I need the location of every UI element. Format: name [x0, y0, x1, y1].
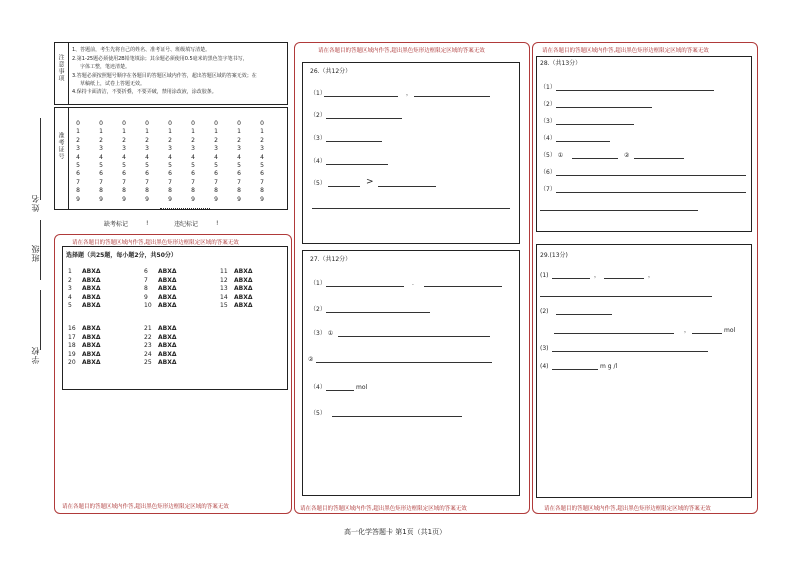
- choice-question-number: 4: [68, 293, 72, 301]
- choice-question-number: 22: [144, 333, 152, 341]
- exam-id-digit[interactable]: 7: [168, 178, 172, 186]
- choice-title: 选择题（共25题，每小题2分，共50分）: [66, 252, 177, 259]
- exam-id-digit[interactable]: 5: [76, 162, 80, 169]
- choice-warning-top: 请在各题目的答题区域内作答,超出黑色矩形边框限定区域的答案无效: [72, 240, 239, 246]
- exam-id-digit[interactable]: 9: [76, 195, 80, 203]
- exam-id-digit[interactable]: 1: [168, 128, 172, 136]
- q26-l1: （1）: [310, 90, 326, 97]
- exam-id-digit[interactable]: 9: [145, 195, 149, 203]
- exam-id-digit[interactable]: 3: [76, 145, 80, 153]
- exam-id-digit[interactable]: 8: [260, 187, 264, 195]
- choice-question-number: 11: [220, 268, 228, 275]
- notice-item-3b: 草稿纸上，试卷上答题无效。: [80, 81, 146, 87]
- q29-l2-blank-c[interactable]: [692, 333, 722, 334]
- exam-id-digit[interactable]: 2: [145, 136, 149, 144]
- right-warning-bottom: 请在各题目的答题区域内作答,超出黑色矩形边框限定区域的答案无效: [544, 506, 711, 512]
- notice-item-2: 2.第1-25题必须使用2B铅笔填涂；其余题必须使用0.5毫米的黑色签字笔书写，: [72, 56, 248, 62]
- exam-id-digit[interactable]: 0: [145, 120, 149, 127]
- exam-id-digit[interactable]: 9: [122, 195, 126, 203]
- q27-l2-blank[interactable]: [326, 312, 430, 313]
- exam-id-digit[interactable]: 7: [76, 178, 80, 186]
- q29-l2: (2): [540, 308, 549, 315]
- q27-l5: （5）: [310, 410, 326, 417]
- choice-options[interactable]: ABXΔ: [158, 268, 177, 275]
- exam-id-digit[interactable]: 3: [99, 145, 103, 153]
- q29-l4: (4): [540, 363, 549, 370]
- choice-question-number: 12: [220, 276, 228, 284]
- q26-l3: （3）: [310, 135, 326, 142]
- exam-id-digit[interactable]: 3: [168, 145, 172, 153]
- exam-id-digit[interactable]: 3: [122, 145, 126, 153]
- choice-options[interactable]: ABXΔ: [82, 268, 101, 275]
- choice-options[interactable]: ABXΔ: [158, 342, 177, 350]
- q27-l1-blank-b[interactable]: [424, 286, 502, 287]
- q29-title: 29.(13分): [540, 252, 568, 259]
- choice-question-number: 21: [144, 325, 152, 332]
- exam-id-digit[interactable]: 7: [99, 178, 103, 186]
- q29-l1-blank-b[interactable]: [604, 278, 644, 279]
- notice-label: 注意事项: [57, 54, 64, 82]
- choice-question-number: 1: [68, 268, 72, 275]
- name-label: 姓名: [31, 194, 40, 212]
- q26-title: 26.（共12分）: [310, 68, 352, 75]
- exam-id-digit[interactable]: 7: [260, 178, 264, 186]
- exam-id-digit[interactable]: 1: [214, 128, 218, 136]
- choice-question-number: 8: [144, 285, 148, 293]
- exam-id-digit[interactable]: 9: [237, 195, 241, 203]
- exam-id-digit[interactable]: 5: [122, 162, 126, 169]
- exam-id-digit[interactable]: 9: [214, 195, 218, 203]
- choice-question-number: 16: [68, 325, 76, 332]
- q27-l1: （1）: [310, 280, 326, 287]
- exam-id-digit[interactable]: 8: [214, 187, 218, 195]
- exam-id-digit[interactable]: 5: [260, 162, 264, 169]
- q29-l1: (1): [540, 272, 549, 279]
- exam-id-digit[interactable]: 5: [145, 162, 149, 169]
- q26-l4: （4）: [310, 158, 326, 165]
- exam-id-digit[interactable]: 5: [237, 162, 241, 169]
- exam-id-digit[interactable]: 4: [76, 153, 80, 161]
- violation-mark-box[interactable]: !: [216, 220, 219, 227]
- exam-id-digit[interactable]: 4: [145, 153, 149, 161]
- exam-id-digit[interactable]: 0: [214, 120, 218, 127]
- q29-l1-comma-b: ，: [648, 272, 655, 279]
- exam-id-digit[interactable]: 1: [191, 128, 195, 136]
- q29-l2-unit: mol: [724, 327, 736, 334]
- exam-id-digit[interactable]: 6: [237, 170, 241, 178]
- exam-id-digit[interactable]: 3: [260, 145, 264, 153]
- exam-id-digit[interactable]: 0: [99, 120, 103, 127]
- exam-id-digit[interactable]: 0: [168, 120, 172, 127]
- q28-l5-blank-a[interactable]: [572, 158, 618, 159]
- exam-id-digit[interactable]: 8: [99, 187, 103, 195]
- exam-id-digit[interactable]: 4: [260, 153, 264, 161]
- choice-question-number: 14: [220, 293, 228, 301]
- exam-id-digit[interactable]: 9: [168, 195, 172, 203]
- choice-question-number: 17: [68, 333, 76, 341]
- choice-question-number: 18: [68, 342, 76, 350]
- q29-l4-blank[interactable]: [552, 369, 598, 370]
- right-warning-top: 请在各题目的答题区域内作答,超出黑色矩形边框限定区域的答案无效: [542, 48, 709, 54]
- choice-options[interactable]: ABXΔ: [82, 293, 101, 301]
- q29-l4-unit: m g /l: [600, 363, 618, 370]
- exam-id-digit[interactable]: 3: [214, 145, 218, 153]
- exam-id-digit[interactable]: 7: [145, 178, 149, 186]
- q27-l3: （3） ①: [310, 330, 334, 337]
- choice-options[interactable]: ABXΔ: [234, 302, 253, 310]
- q29-l2-blank-a[interactable]: [556, 314, 612, 315]
- choice-options[interactable]: ABXΔ: [82, 285, 101, 293]
- q29-l2-blank-b[interactable]: [554, 333, 674, 334]
- notice-item-2b: 字体工整，笔迹清楚。: [80, 64, 131, 70]
- q26-l5-blank-a[interactable]: [328, 186, 360, 187]
- exam-id-digit[interactable]: 9: [260, 195, 264, 203]
- exam-id-digit[interactable]: 6: [168, 170, 172, 178]
- exam-id-digit[interactable]: 7: [237, 178, 241, 186]
- choice-options[interactable]: ABXΔ: [82, 333, 101, 341]
- q26-l5-gt: >: [366, 177, 374, 187]
- exam-id-digit[interactable]: 1: [145, 128, 149, 136]
- q27-l1-blank-a[interactable]: [326, 286, 404, 287]
- choice-question-number: 2: [68, 276, 72, 284]
- exam-id-digit[interactable]: 3: [191, 145, 195, 153]
- q27-title: 27.（共12分）: [310, 256, 352, 263]
- exam-id-digit[interactable]: 6: [191, 170, 195, 178]
- exam-id-label: 准考证号: [57, 132, 64, 160]
- exam-id-digit[interactable]: 3: [145, 145, 149, 153]
- q29-l1-comma-a: ，: [594, 272, 601, 279]
- q29-l2-comma: ，: [684, 327, 691, 334]
- q29-l1-blank-c[interactable]: [540, 296, 712, 297]
- notice-item-3: 3.答题必须按照题号顺序在各题目的答题区域内作答，超出答题区域的答案无效；在: [72, 73, 257, 79]
- class-label: 班级: [31, 244, 40, 262]
- exam-id-digit[interactable]: 8: [191, 187, 195, 195]
- q28-l5-blank-b[interactable]: [634, 158, 684, 159]
- q26-l2-blank[interactable]: [326, 118, 402, 119]
- name-line: [40, 118, 41, 200]
- exam-id-digit-grid: [68, 120, 288, 205]
- exam-id-digit[interactable]: 0: [191, 120, 195, 127]
- exam-id-bottom-line: [160, 208, 210, 209]
- q27-l3b-blank[interactable]: [316, 362, 492, 363]
- q29-l1-blank-a[interactable]: [552, 278, 590, 279]
- q28-l2: （2）: [540, 101, 556, 108]
- exam-id-digit[interactable]: 7: [191, 178, 195, 186]
- exam-id-digit[interactable]: 2: [122, 136, 126, 144]
- exam-id-digit[interactable]: 4: [122, 153, 126, 161]
- q29-l3: (3): [540, 345, 549, 352]
- choice-warning-bottom: 请在各题目的答题区域内作答,超出黑色矩形边框限定区域的答案无效: [62, 504, 229, 510]
- exam-id-digit[interactable]: 0: [122, 120, 126, 127]
- q28-l6: （6）: [540, 169, 556, 176]
- absent-mark-box[interactable]: !: [146, 220, 149, 227]
- q28-l2-blank[interactable]: [556, 107, 652, 108]
- exam-id-digit[interactable]: 4: [214, 153, 218, 161]
- exam-id-digit[interactable]: 9: [191, 195, 195, 203]
- choice-options[interactable]: ABXΔ: [82, 342, 101, 350]
- exam-id-digit[interactable]: 1: [99, 128, 103, 136]
- choice-question-number: 13: [220, 285, 228, 293]
- q28-box: [536, 56, 752, 232]
- exam-id-digit[interactable]: 2: [76, 136, 80, 144]
- exam-id-digit[interactable]: 7: [214, 178, 218, 186]
- exam-id-digit[interactable]: 2: [260, 136, 264, 144]
- notice-item-1: 1、答题前，考生先将自己的姓名、准考证号、班级填写清楚。: [72, 47, 211, 53]
- q26-l2: （2）: [310, 112, 326, 119]
- choice-options[interactable]: ABXΔ: [158, 359, 177, 367]
- exam-id-digit[interactable]: 8: [237, 187, 241, 195]
- violation-mark-label: 违纪标记: [174, 221, 199, 228]
- q27-l3-blank[interactable]: [338, 336, 490, 337]
- exam-id-digit[interactable]: 7: [122, 178, 126, 186]
- choice-options[interactable]: ABXΔ: [82, 276, 101, 284]
- choice-options[interactable]: ABXΔ: [158, 285, 177, 293]
- q28-l7-blank[interactable]: [556, 192, 746, 193]
- q28-l5b: ②: [624, 152, 630, 159]
- exam-id-digit[interactable]: 2: [237, 136, 241, 144]
- choice-options[interactable]: ABXΔ: [234, 285, 253, 293]
- q26-l4-blank[interactable]: [326, 164, 388, 165]
- choice-question-number: 3: [68, 285, 72, 293]
- exam-id-digit[interactable]: 0: [260, 120, 264, 127]
- q27-l4: （4）: [310, 384, 326, 391]
- absent-mark-label: 缺考标记: [104, 221, 129, 228]
- exam-id-digit[interactable]: 2: [214, 136, 218, 144]
- q27-l1-dot: .: [412, 280, 414, 287]
- choice-options[interactable]: ABXΔ: [158, 325, 177, 332]
- q27-l5-blank[interactable]: [332, 416, 462, 417]
- choice-options[interactable]: ABXΔ: [158, 276, 177, 284]
- exam-id-digit[interactable]: 5: [191, 162, 195, 169]
- choice-options[interactable]: ABXΔ: [158, 350, 177, 358]
- q28-l5: （5） ①: [540, 152, 564, 159]
- exam-id-digit[interactable]: 1: [76, 128, 80, 136]
- choice-options[interactable]: ABXΔ: [158, 302, 177, 310]
- q28-l3: （3）: [540, 118, 556, 125]
- q28-l7: （7）: [540, 186, 556, 193]
- q26-l1-blank-a[interactable]: [324, 96, 398, 97]
- q28-l6-blank[interactable]: [556, 175, 746, 176]
- exam-id-digit[interactable]: 6: [99, 170, 103, 178]
- choice-question-number: 5: [68, 302, 72, 310]
- choice-question-number: 7: [144, 276, 148, 284]
- exam-id-digit[interactable]: 4: [191, 153, 195, 161]
- choice-question-number: 23: [144, 342, 152, 350]
- exam-id-digit[interactable]: 5: [214, 162, 218, 169]
- q28-title: 28.（共13分）: [540, 60, 582, 67]
- exam-id-digit[interactable]: 2: [168, 136, 172, 144]
- school-label: 学校: [31, 346, 40, 364]
- q28-extra-line[interactable]: [540, 210, 698, 211]
- school-line: [40, 290, 41, 350]
- choice-options[interactable]: ABXΔ: [82, 325, 101, 332]
- q27-l3b: ②: [308, 356, 314, 363]
- choice-question-number: 10: [144, 302, 152, 310]
- exam-id-digit[interactable]: 9: [99, 195, 103, 203]
- q26-l1-comma: ，: [406, 90, 413, 97]
- exam-id-digit[interactable]: 6: [76, 170, 80, 178]
- q29-box: [536, 244, 752, 498]
- choice-options[interactable]: ABXΔ: [234, 268, 253, 275]
- exam-id-digit[interactable]: 1: [260, 128, 264, 136]
- exam-id-digit[interactable]: 4: [237, 153, 241, 161]
- q27-l4-blank[interactable]: [326, 390, 354, 391]
- page-footer: 高一化学答题卡 第1页（共1页）: [344, 528, 447, 536]
- q26-l5-blank-b[interactable]: [378, 186, 436, 187]
- choice-question-number: 9: [144, 293, 148, 301]
- q28-l1-blank[interactable]: [556, 90, 714, 91]
- exam-id-digit[interactable]: 3: [237, 145, 241, 153]
- exam-id-digit[interactable]: 1: [122, 128, 126, 136]
- exam-id-digit[interactable]: 6: [145, 170, 149, 178]
- exam-id-digit[interactable]: 5: [168, 162, 172, 169]
- choice-question-number: 19: [68, 350, 76, 358]
- exam-id-digit[interactable]: 2: [99, 136, 103, 144]
- exam-id-digit[interactable]: 8: [168, 187, 172, 195]
- exam-id-digit[interactable]: 1: [237, 128, 241, 136]
- choice-options[interactable]: ABXΔ: [158, 293, 177, 301]
- exam-id-digit[interactable]: 8: [76, 187, 80, 195]
- q26-l3-blank[interactable]: [326, 141, 382, 142]
- exam-id-digit[interactable]: 4: [99, 153, 103, 161]
- exam-id-digit[interactable]: 8: [145, 187, 149, 195]
- exam-id-digit[interactable]: 6: [214, 170, 218, 178]
- middle-warning-top: 请在各题目的答题区域内作答,超出黑色矩形边框限定区域的答案无效: [318, 48, 485, 54]
- exam-id-digit[interactable]: 6: [122, 170, 126, 178]
- choice-question-number: 15: [220, 302, 228, 310]
- choice-options[interactable]: ABXΔ: [82, 350, 101, 358]
- middle-warning-bottom: 请在各题目的答题区域内作答,超出黑色矩形边框限定区域的答案无效: [300, 506, 467, 512]
- choice-question-number: 24: [144, 350, 152, 358]
- q26-l5: （5）: [310, 180, 326, 187]
- notice-item-4: 4.保持卡面清洁，不要折叠，不要弄破，禁用涂改液，涂改胶条。: [72, 89, 217, 95]
- choice-options[interactable]: ABXΔ: [158, 333, 177, 341]
- exam-id-digit[interactable]: 4: [168, 153, 172, 161]
- choice-options[interactable]: ABXΔ: [234, 293, 253, 301]
- choice-options[interactable]: ABXΔ: [234, 276, 253, 284]
- choice-options[interactable]: ABXΔ: [82, 302, 101, 310]
- choice-question-number: 6: [144, 268, 148, 275]
- q26-extra-line[interactable]: [312, 208, 510, 209]
- q27-l4-unit: mol: [356, 384, 368, 391]
- exam-id-digit[interactable]: 2: [191, 136, 195, 144]
- exam-id-digit[interactable]: 5: [99, 162, 103, 169]
- q27-l2: （2）: [310, 306, 326, 313]
- exam-id-digit[interactable]: 0: [76, 120, 80, 127]
- choice-options[interactable]: ABXΔ: [82, 359, 101, 367]
- q28-l1: （1）: [540, 84, 556, 91]
- q26-l1-blank-b[interactable]: [414, 96, 490, 97]
- q28-l4-blank[interactable]: [556, 141, 610, 142]
- q28-l4: （4）: [540, 135, 556, 142]
- q29-l3-blank[interactable]: [552, 351, 708, 352]
- choice-question-number: 20: [68, 359, 76, 367]
- exam-id-digit[interactable]: 8: [122, 187, 126, 195]
- q28-l3-blank[interactable]: [556, 124, 634, 125]
- exam-id-digit[interactable]: 6: [260, 170, 264, 178]
- choice-question-number: 25: [144, 359, 152, 367]
- exam-id-digit[interactable]: 0: [237, 120, 241, 127]
